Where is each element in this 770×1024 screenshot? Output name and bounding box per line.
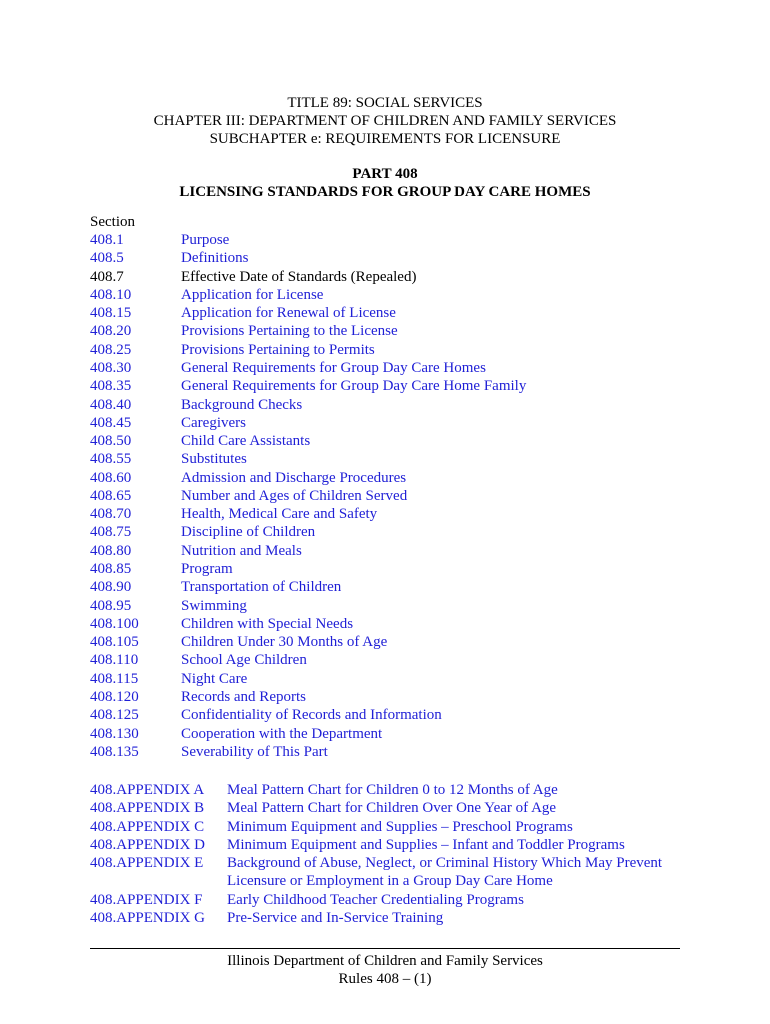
section-title[interactable]: Swimming (181, 597, 247, 614)
section-title[interactable]: Child Care Assistants (181, 433, 311, 450)
section-number[interactable]: 408.115 (90, 670, 139, 687)
section-number[interactable]: 408.5 (90, 250, 124, 267)
section-title[interactable]: Children Under 30 Months of Age (181, 634, 388, 651)
section-title[interactable]: Provisions Pertaining to Permits (181, 341, 375, 358)
section-title[interactable]: Substitutes (181, 451, 247, 468)
section-number[interactable]: 408.15 (90, 305, 132, 322)
section-title[interactable]: School Age Children (181, 652, 307, 669)
appendix-title[interactable]: Pre-Service and In-Service Training (227, 909, 444, 926)
title-line: TITLE 89: SOCIAL SERVICES (287, 95, 483, 111)
section-number[interactable]: 408.95 (90, 597, 132, 614)
section-title[interactable]: Background Checks (181, 396, 303, 413)
section-title[interactable]: Health, Medical Care and Safety (181, 506, 378, 523)
section-title[interactable]: Children with Special Needs (181, 615, 354, 632)
section-title[interactable]: Application for License (181, 286, 324, 303)
appendix-number[interactable]: 408.APPENDIX G (90, 909, 206, 926)
section-number[interactable]: 408.85 (90, 561, 132, 578)
section-title[interactable]: Transportation of Children (181, 579, 342, 596)
section-title[interactable]: Admission and Discharge Procedures (181, 469, 407, 486)
section-number[interactable]: 408.80 (90, 542, 132, 559)
section-number[interactable]: 408.90 (90, 579, 132, 596)
section-title[interactable]: Definitions (181, 250, 249, 267)
section-number: 408.7 (90, 268, 124, 285)
appendix-title[interactable]: Minimum Equipment and Supplies – Infant and Toddler Programs (227, 836, 625, 853)
footer-divider (90, 948, 680, 949)
section-title[interactable]: Severability of This Part (181, 743, 328, 760)
section-title[interactable]: Discipline of Children (181, 524, 316, 541)
section-title[interactable]: Cooperation with the Department (181, 725, 383, 742)
section-number[interactable]: 408.35 (90, 378, 132, 395)
section-number[interactable]: 408.70 (90, 506, 132, 523)
section-title[interactable]: Records and Reports (181, 689, 306, 705)
section-title[interactable]: Program (181, 561, 233, 578)
footer-page-number: Rules 408 – (1) (338, 971, 432, 987)
subchapter-line: SUBCHAPTER e: REQUIREMENTS FOR LICENSURE (209, 131, 561, 147)
section-number[interactable]: 408.50 (90, 433, 132, 450)
section-title[interactable]: Nutrition and Meals (181, 542, 302, 559)
appendix-number[interactable]: 408.APPENDIX A (90, 782, 205, 798)
section-number[interactable]: 408.25 (90, 341, 132, 358)
part-number: PART 408 (352, 166, 418, 182)
section-title[interactable]: General Requirements for Group Day Care Home Family (181, 378, 527, 395)
section-number[interactable]: 408.75 (90, 524, 132, 541)
section-number[interactable]: 408.65 (90, 487, 132, 504)
appendix-title[interactable]: Meal Pattern Chart for Children 0 to 12 Months of Age (227, 782, 558, 798)
section-number[interactable]: 408.110 (90, 652, 139, 669)
section-title[interactable]: General Requirements for Group Day Care Homes (181, 359, 486, 376)
appendix-title[interactable]: Background of Abuse, Neglect, or Criminal History Which May Prevent (227, 855, 663, 872)
section-title[interactable]: Application for Renewal of License (181, 305, 396, 322)
appendix-number[interactable]: 408.APPENDIX B (90, 800, 205, 817)
section-number[interactable]: 408.120 (90, 689, 139, 705)
section-title[interactable]: Caregivers (181, 414, 246, 431)
section-number[interactable]: 408.30 (90, 359, 132, 376)
footer-agency: Illinois Department of Children and Family Services (227, 953, 543, 969)
part-title: LICENSING STANDARDS FOR GROUP DAY CARE HOMES (179, 184, 591, 200)
section-number[interactable]: 408.105 (90, 634, 139, 651)
appendix-title[interactable]: Early Childhood Teacher Credentialing Programs (227, 891, 524, 908)
section-title[interactable]: Purpose (181, 232, 230, 248)
section-number[interactable]: 408.1 (90, 232, 124, 248)
section-number[interactable]: 408.10 (90, 286, 132, 303)
appendix-title[interactable]: Meal Pattern Chart for Children Over One Year of Age (227, 800, 557, 817)
section-number[interactable]: 408.55 (90, 451, 132, 468)
section-title[interactable]: Number and Ages of Children Served (181, 487, 408, 504)
appendix-number[interactable]: 408.APPENDIX C (90, 818, 205, 835)
section-title[interactable]: Provisions Pertaining to the License (181, 323, 398, 340)
section-number[interactable]: 408.100 (90, 615, 139, 632)
appendix-title[interactable]: Licensure or Employment in a Group Day Care Home (227, 873, 553, 890)
appendix-number[interactable]: 408.APPENDIX E (90, 855, 204, 872)
section-number[interactable]: 408.125 (90, 707, 139, 724)
section-number[interactable]: 408.40 (90, 396, 132, 413)
chapter-line: CHAPTER III: DEPARTMENT OF CHILDREN AND FAMILY SERVICES (153, 113, 617, 129)
section-number[interactable]: 408.130 (90, 725, 139, 742)
section-number[interactable]: 408.135 (90, 743, 139, 760)
appendix-title[interactable]: Minimum Equipment and Supplies – Preschool Programs (227, 818, 573, 835)
section-label: Section (90, 214, 135, 230)
section-title: Effective Date of Standards (Repealed) (181, 268, 417, 285)
section-number[interactable]: 408.20 (90, 323, 132, 340)
section-title[interactable]: Night Care (181, 670, 248, 687)
section-number[interactable]: 408.60 (90, 469, 132, 486)
appendix-number[interactable]: 408.APPENDIX F (90, 891, 203, 908)
appendix-number[interactable]: 408.APPENDIX D (90, 836, 206, 853)
section-number[interactable]: 408.45 (90, 414, 132, 431)
section-title[interactable]: Confidentiality of Records and Information (181, 707, 442, 724)
